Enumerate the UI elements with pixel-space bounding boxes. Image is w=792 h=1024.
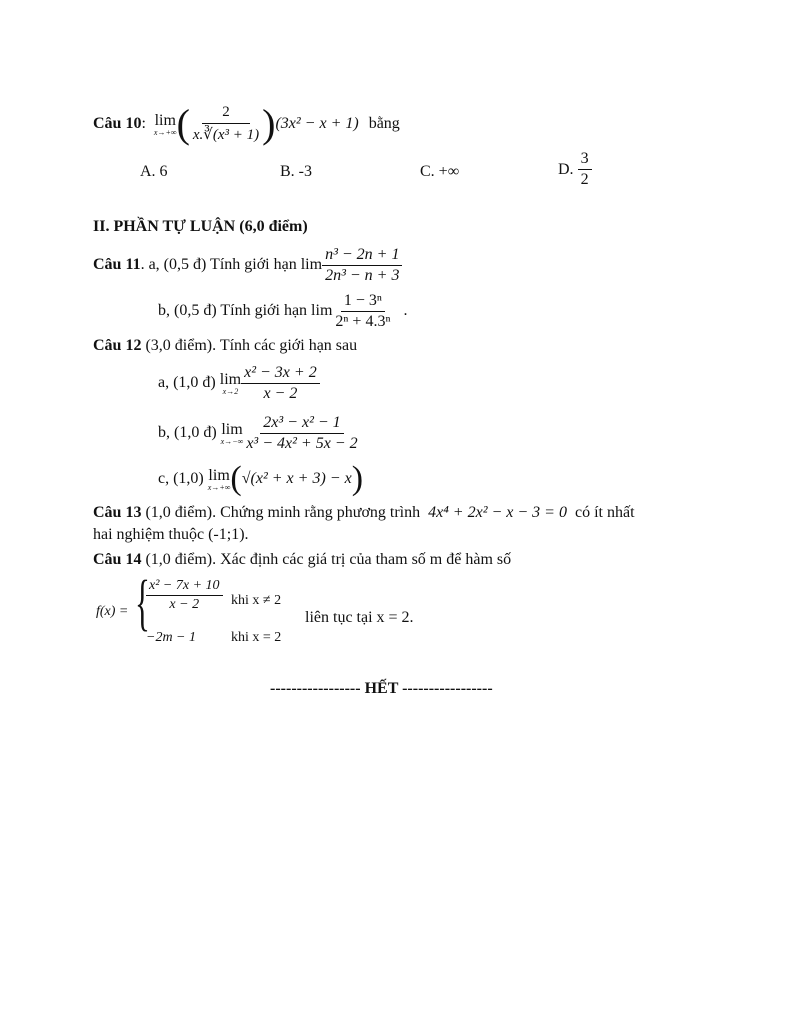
q14-case2-expr: −2m − 1 — [146, 630, 197, 645]
q13-line2: hai nghiệm thuộc (-1;1). — [93, 526, 249, 543]
q12-text: (3,0 điểm). Tính các giới hạn sau — [145, 337, 358, 354]
q12-a-text: a, (1,0 đ) — [158, 374, 216, 391]
q14-case1-den: x − 2 — [169, 597, 200, 612]
q10-den: x.∛(x³ + 1) — [192, 127, 260, 143]
q10-num: 2 — [202, 104, 250, 124]
q12-b-lim — [221, 421, 244, 446]
q12-b-frac — [243, 414, 360, 453]
q11-b-frac — [332, 292, 393, 331]
q14-line — [93, 551, 511, 569]
q13-label: Câu 13 — [93, 504, 142, 521]
q14-tail: liên tục tại x = 2. — [305, 609, 414, 626]
q10-rparen: ) — [262, 101, 276, 146]
q13-text: (1,0 điểm). Chứng minh rằng phương trình — [145, 504, 421, 521]
q10-frac — [190, 104, 262, 144]
q12-line — [93, 337, 357, 355]
q11-a-lim: lim — [300, 256, 323, 273]
q10-option-d-label: D. — [558, 160, 574, 178]
q10-lim-word: lim — [154, 111, 176, 129]
q13-tail: có ít nhất — [574, 504, 635, 521]
q11-a-num: n³ − 2n + 1 — [322, 246, 402, 266]
q10-lim — [154, 112, 177, 137]
q14-case1-frac — [146, 578, 223, 613]
q11-a-line — [93, 243, 402, 287]
q10-label: Câu 10 — [93, 115, 142, 132]
q10-lparen: ( — [176, 101, 190, 146]
q12-c-rparen: ) — [351, 460, 364, 497]
q12-b-lim-sub: x→−∞ — [220, 436, 244, 446]
q12-c-line — [158, 458, 363, 500]
q11-b-num: 1 − 3ⁿ — [341, 292, 385, 312]
q10-option-b: B. -3 — [280, 163, 312, 180]
q10-lim-sub: x→+∞ — [153, 127, 177, 137]
q11-a-text: . a, (0,5 đ) Tính giới hạn — [140, 256, 297, 273]
q12-label: Câu 12 — [93, 337, 142, 354]
q12-c-lim — [208, 467, 231, 492]
q14-case1-cond: khi x ≠ 2 — [231, 593, 282, 608]
q11-label: Câu 11 — [93, 256, 141, 273]
q11-b-den: 2ⁿ + 4.3ⁿ — [335, 312, 391, 330]
q12-b-lim-word: lim — [221, 420, 243, 438]
q10-option-d-den: 2 — [580, 171, 589, 188]
q10-factor: (3x² − x + 1) — [275, 115, 359, 132]
q14-case2-cond: khi x = 2 — [231, 630, 282, 645]
q12-a-lim-word: lim — [219, 370, 242, 388]
q12-b-line — [158, 410, 361, 456]
q14-fx: f(x) = — [96, 604, 129, 619]
section-title: II. PHẦN TỰ LUẬN (6,0 điểm) — [93, 218, 308, 235]
q14-text: (1,0 điểm). Xác định các giá trị của tham số m để hàm số — [145, 551, 512, 568]
q12-b-text: b, (1,0 đ) — [158, 424, 217, 441]
q12-a-frac — [241, 364, 320, 403]
q13-line — [93, 504, 635, 522]
q14-case1-num: x² − 7x + 10 — [146, 578, 223, 596]
q10-colon: : — [141, 115, 146, 132]
q12-c-lim-word: lim — [208, 466, 230, 484]
q11-b-lim: lim — [311, 302, 333, 319]
q12-a-lim-sub: x→2 — [222, 386, 239, 396]
q12-a-line — [158, 360, 320, 406]
q12-a-lim — [220, 371, 241, 396]
q10-option-d — [558, 150, 592, 189]
q11-a-den: 2n³ − n + 3 — [325, 266, 400, 284]
q11-a-frac — [322, 246, 402, 285]
q12-c-lim-sub: x→+∞ — [207, 482, 231, 492]
q12-c-expr: √(x² + x + 3) − x — [241, 470, 352, 487]
q12-a-num: x² − 3x + 2 — [241, 364, 320, 384]
q12-b-den: x³ − 4x² + 5x − 2 — [246, 434, 358, 452]
q14-brace: { — [135, 569, 150, 637]
q14-case1-frac-inner — [146, 578, 223, 613]
q14-label: Câu 14 — [93, 551, 142, 568]
q12-c-text: c, (1,0) — [158, 470, 204, 487]
q12-c-lparen: ( — [230, 460, 242, 497]
q10-line — [93, 94, 400, 154]
q13-equation: 4x⁴ + 2x² − x − 3 = 0 — [428, 504, 567, 521]
q10-option-d-frac — [578, 150, 592, 189]
q10-tail: bằng — [368, 115, 400, 132]
q11-b-dot: . — [403, 302, 408, 319]
q10-option-a: A. 6 — [140, 163, 168, 180]
q10-option-c: C. +∞ — [420, 163, 460, 180]
q11-b-line — [158, 289, 408, 333]
footer-end: ----------------- HẾT ----------------- — [270, 680, 493, 697]
q12-a-den: x − 2 — [263, 384, 298, 402]
q12-b-num: 2x³ − x² − 1 — [260, 414, 343, 434]
q11-b-text: b, (0,5 đ) Tính giới hạn — [158, 302, 308, 319]
q10-option-d-num: 3 — [578, 150, 592, 170]
